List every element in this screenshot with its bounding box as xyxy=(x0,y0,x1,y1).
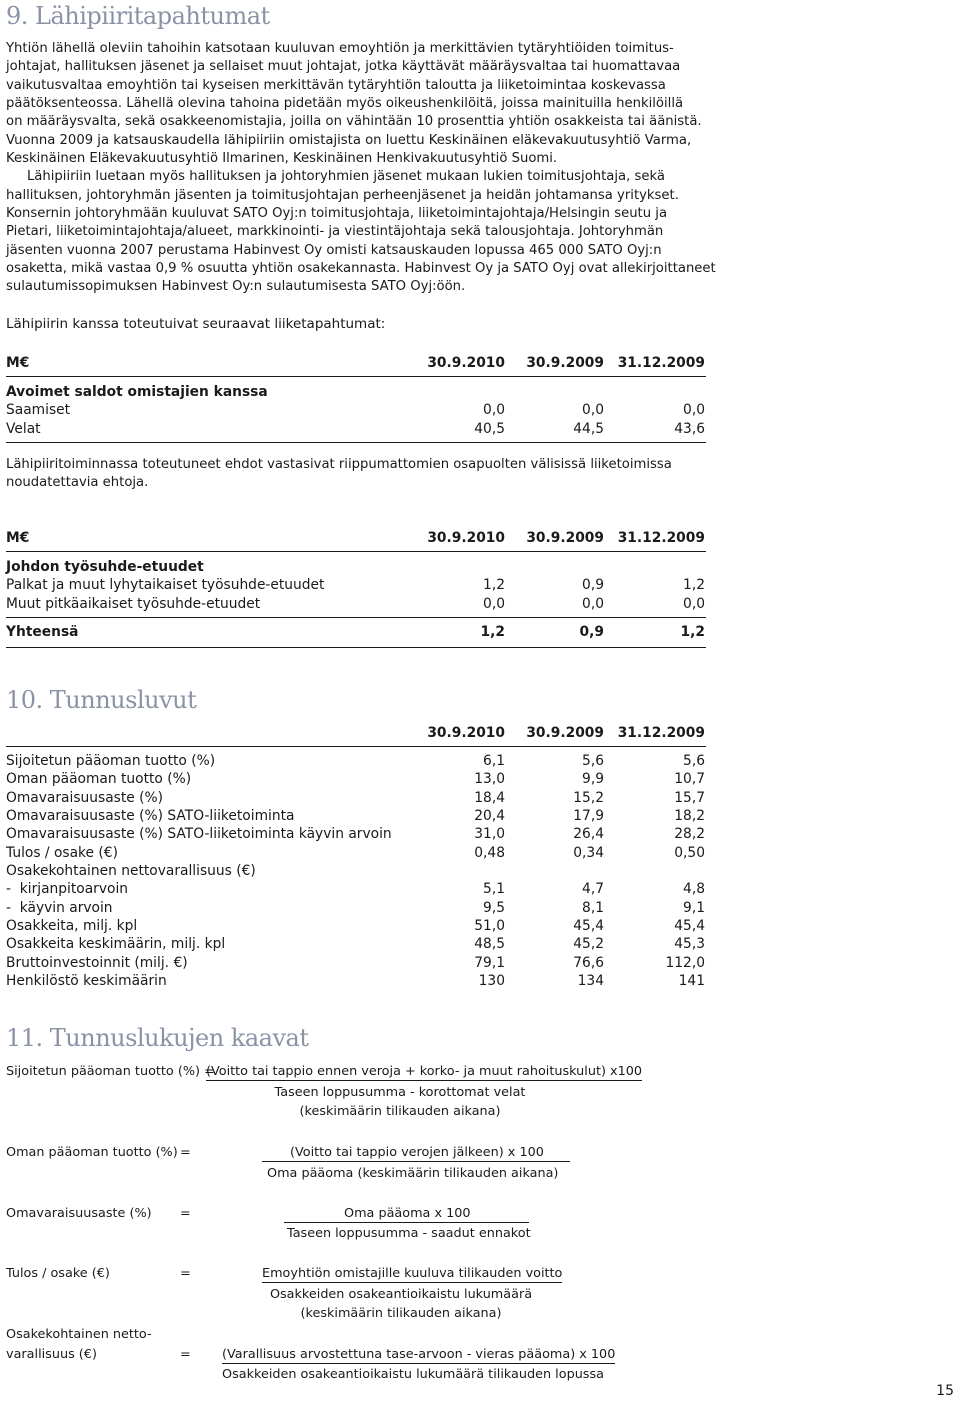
formula-denominator: Oma pääoma (keskimäärin tilikauden aikana) xyxy=(267,1166,559,1181)
table-row xyxy=(6,770,706,788)
row-label: Muut pitkäaikaiset työsuhde-etuudet xyxy=(6,595,261,612)
section-11-title: 11. Tunnuslukujen kaavat xyxy=(6,1024,309,1052)
table-cell: 18,2 xyxy=(674,808,705,825)
table-cell: 4,7 xyxy=(582,881,604,898)
table-cell: 10,7 xyxy=(674,771,705,788)
row-label: Osakkeita keskimäärin, milj. kpl xyxy=(6,936,226,953)
column-header: 30.9.2009 xyxy=(526,355,604,371)
table-cell: 5,6 xyxy=(582,753,604,769)
table-row xyxy=(6,899,706,917)
table-row xyxy=(6,880,706,898)
table-cell: 13,0 xyxy=(474,771,505,788)
section-10-title: 10. Tunnusluvut xyxy=(6,686,197,714)
table-row xyxy=(6,807,706,825)
row-label: Henkilöstö keskimäärin xyxy=(6,973,167,990)
table-row xyxy=(6,935,706,953)
total-label: Yhteensä xyxy=(6,624,79,640)
table-row xyxy=(6,954,706,972)
paragraph-line: Vuonna 2009 ja katsauskaudella lähipiiriin omistajista on luettu Keskinäinen eläkevakuutusyhtiö Varma, xyxy=(6,132,692,148)
row-label: Omavaraisuusaste (%) xyxy=(6,789,164,806)
table-cell: 4,8 xyxy=(683,881,705,898)
terms-note xyxy=(6,456,706,493)
paragraph-line: sulautumissopimuksen Habinvest Oy:n sulautumisesta SATO Oyj:öön. xyxy=(6,279,466,295)
row-label: Osakekohtainen nettovarallisuus (€) xyxy=(6,863,256,880)
table-rule xyxy=(6,746,706,747)
table-cell: 18,4 xyxy=(474,789,505,806)
row-label: Omavaraisuusaste (%) SATO-liiketoiminta xyxy=(6,808,295,825)
formula-numerator xyxy=(206,1064,642,1079)
table-cell: 0,48 xyxy=(474,844,505,861)
table-header-row xyxy=(6,724,706,742)
table-row xyxy=(6,844,706,862)
table-row xyxy=(6,825,706,843)
paragraph-line: Lähipiiriin luetaan myös hallituksen ja johtoryhmien jäsenet mukaan lukien toimitusjohtaja, sekä xyxy=(6,169,665,185)
key-figures-table xyxy=(6,724,706,742)
table-cell: 5,6 xyxy=(683,753,705,769)
column-header: 30.9.2010 xyxy=(427,530,505,546)
paragraph-line: Yhtiön lähellä oleviin tahoihin katsotaan kuuluvan emoyhtiön ja merkittävien tytäryhtiöiden toimitus- xyxy=(6,41,674,56)
table-cell: 1,2 xyxy=(683,577,705,594)
formula-equals: = xyxy=(180,1145,191,1160)
table-cell: 0,0 xyxy=(582,402,604,419)
formula-denominator-note: (keskimäärin tilikauden aikana) xyxy=(299,1104,501,1119)
paragraph-line: jäsenten vuonna 2007 perustama Habinvest Oy omisti katsauskauden lopussa 465 000 SATO Oyj:n xyxy=(6,242,662,258)
paragraph-line: hallituksen, johtoryhmän jäsenten ja toimitusjohtajan perheenjäsenet ja heidän johtamansa yritykset. xyxy=(6,187,679,203)
table-cell: 0,0 xyxy=(683,402,705,419)
formula-label: Tulos / osake (€) xyxy=(6,1266,110,1281)
table-cell: 45,3 xyxy=(674,936,705,953)
row-label: - kirjanpitoarvoin xyxy=(6,881,129,898)
formula-numerator-text: (Varallisuus arvostettuna tase-arvoon - vieras pääoma) x 100 xyxy=(222,1347,616,1362)
total-row xyxy=(6,623,706,641)
formula-numerator xyxy=(284,1206,529,1221)
table-cell: 26,4 xyxy=(573,826,604,843)
group-heading-row xyxy=(6,558,706,576)
formula-numerator-text: Emoyhtiön omistajille kuuluva tilikauden voitto xyxy=(262,1266,563,1281)
table-cell: 76,6 xyxy=(573,954,604,971)
table-row xyxy=(6,917,706,935)
table-rule xyxy=(6,647,706,648)
table-cell: 15,2 xyxy=(573,789,604,806)
table-cell: 0,9 xyxy=(579,624,604,640)
formula-numerator xyxy=(262,1266,562,1281)
table-rule xyxy=(6,551,706,552)
table-header-row xyxy=(6,529,706,547)
table-cell: 5,1 xyxy=(483,881,505,898)
formula-denominator: Osakkeiden osakeantioikaistu lukumäärä xyxy=(269,1287,533,1302)
table-cell: 17,9 xyxy=(573,808,604,825)
row-label: Velat xyxy=(6,420,41,437)
row-label: Sijoitetun pääoman tuotto (%) xyxy=(6,753,216,769)
paragraph-line: vaikutusvaltaa emoyhtiön tai kyseisen merkittävän tytäryhtiön taloutta ja liiketoimintaa koskevassa xyxy=(6,77,666,93)
formula-denominator: Taseen loppusumma - saadut ennakot xyxy=(287,1226,531,1241)
column-header: 31.12.2009 xyxy=(617,355,705,371)
table-cell: 28,2 xyxy=(674,826,705,843)
formula-label: Omavaraisuusaste (%) xyxy=(6,1206,152,1221)
group-heading: Johdon työsuhde-etuudet xyxy=(6,559,204,575)
unit-label: M€ xyxy=(6,355,30,371)
row-label: Palkat ja muut lyhytaikaiset työsuhde-etuudet xyxy=(6,577,325,594)
formula-denominator: Osakkeiden osakeantioikaistu lukumäärä tilikauden lopussa xyxy=(222,1367,604,1382)
table-cell: 15,7 xyxy=(674,789,705,806)
table-cell: 45,2 xyxy=(573,936,604,953)
table-row xyxy=(6,595,706,613)
table-row xyxy=(6,862,706,880)
row-label: Oman pääoman tuotto (%) xyxy=(6,771,192,788)
table-cell: 0,50 xyxy=(674,844,705,861)
formula-equals: = xyxy=(180,1266,191,1281)
table-cell: 51,0 xyxy=(474,918,505,935)
formula-numerator xyxy=(222,1347,615,1362)
table-cell: 9,9 xyxy=(582,771,604,788)
column-header: 31.12.2009 xyxy=(617,725,705,741)
formula-numerator-text: (Voitto tai tappio verojen jälkeen) x 100 xyxy=(262,1145,570,1162)
column-header: 30.9.2009 xyxy=(526,530,604,546)
table-cell: 45,4 xyxy=(674,918,705,935)
table-row xyxy=(6,420,706,438)
paragraph-line: Lähipiiritoiminnassa toteutuneet ehdot vastasivat riippumattomien osapuolten välisissä liiketoimissa xyxy=(6,457,672,472)
row-label: Bruttoinvestoinnit (milj. €) xyxy=(6,954,188,971)
page-number: 15 xyxy=(936,1383,954,1399)
row-label: - käyvin arvoin xyxy=(6,899,113,916)
section-9-title: 9. Lähipiiritapahtumat xyxy=(6,2,270,30)
column-header: 30.9.2009 xyxy=(526,725,604,741)
paragraph-line: on määräysvalta, sekä osakkeenomistajia, joilla on vähintään 10 prosenttia yhtiön osakkeista tai äänistä. xyxy=(6,114,702,130)
table-cell: 1,2 xyxy=(680,624,705,640)
table-cell: 141 xyxy=(678,973,705,990)
table-row xyxy=(6,576,706,594)
row-label: Omavaraisuusaste (%) SATO-liiketoiminta käyvin arvoin xyxy=(6,826,392,843)
table-row xyxy=(6,972,706,990)
table-cell: 134 xyxy=(577,973,604,990)
column-header: 30.9.2010 xyxy=(427,355,505,371)
formula-label: Sijoitetun pääoman tuotto (%) = xyxy=(6,1064,215,1079)
formula-equals: = xyxy=(180,1347,191,1362)
management-benefits-body xyxy=(6,558,706,613)
management-benefits-total xyxy=(6,623,706,641)
table-cell: 0,9 xyxy=(582,577,604,594)
column-header: 30.9.2010 xyxy=(427,725,505,741)
row-label: Tulos / osake (€) xyxy=(6,844,118,861)
table-cell: 0,34 xyxy=(573,844,604,861)
related-party-table-body xyxy=(6,383,706,438)
key-figures-body xyxy=(6,752,706,990)
row-label: Saamiset xyxy=(6,402,71,419)
table-header-row xyxy=(6,354,706,372)
paragraph-line: Keskinäinen Eläkevakuutusyhtiö Ilmarinen, Keskinäinen Henkivakuutusyhtiö Suomi. xyxy=(6,151,558,167)
paragraph-line: johtajat, hallituksen jäsenet ja sellaiset muut johtajat, jotka käyttävät määräysvaltaa tai huomattavaa xyxy=(6,59,681,75)
group-heading: Avoimet saldot omistajien kanssa xyxy=(6,384,268,400)
table-cell: 48,5 xyxy=(474,936,505,953)
formula-label: varallisuus (€) xyxy=(6,1347,97,1362)
table-cell: 9,1 xyxy=(683,899,705,916)
table-cell: 40,5 xyxy=(474,420,505,437)
unit-label: M€ xyxy=(6,530,30,546)
table-cell: 9,5 xyxy=(483,899,505,916)
table-row xyxy=(6,401,706,419)
formula-numerator-text: Oma pääoma x 100 xyxy=(284,1206,529,1223)
table-cell: 8,1 xyxy=(582,899,604,916)
table-cell: 1,2 xyxy=(480,624,505,640)
formula-numerator xyxy=(262,1145,570,1160)
table-cell: 0,0 xyxy=(683,595,705,612)
management-benefits-table xyxy=(6,529,706,547)
table-cell: 0,0 xyxy=(483,595,505,612)
table-cell: 0,0 xyxy=(483,402,505,419)
formula-numerator-text: (Voitto tai tappio ennen veroja + korko- ja muut rahoituskulut) x100 xyxy=(206,1064,643,1079)
section-9-paragraph xyxy=(6,40,716,297)
formula-equals: = xyxy=(180,1206,191,1221)
paragraph-line: Pietari, liiketoimintajohtaja/alueet, markkinointi- ja viestintäjohtaja sekä talousjohtaja. Johtoryhmän xyxy=(6,224,664,240)
paragraph-line: noudatettavia ehtoja. xyxy=(6,475,149,491)
related-party-table xyxy=(6,354,706,372)
column-header: 31.12.2009 xyxy=(617,530,705,546)
transactions-intro: Lähipiirin kanssa toteutuivat seuraavat liiketapahtumat: xyxy=(6,316,386,332)
formula-denominator-note: (keskimäärin tilikauden aikana) xyxy=(300,1306,502,1321)
table-cell: 43,6 xyxy=(674,420,705,437)
formula-label: Oman pääoman tuotto (%) xyxy=(6,1145,178,1160)
paragraph-line: osaketta, mikä vastaa 0,9 % osuutta yhtiön osakekannasta. Habinvest Oy ja SATO Oyj ovat allekirjoittaneet xyxy=(6,261,716,277)
table-rule xyxy=(6,442,706,443)
paragraph-line: Konsernin johtoryhmään kuuluvat SATO Oyj:n toimitusjohtaja, liiketoimintajohtaja/Helsingin seutu ja xyxy=(6,206,668,222)
table-cell: 20,4 xyxy=(474,808,505,825)
table-cell: 45,4 xyxy=(573,918,604,935)
table-cell: 0,0 xyxy=(582,595,604,612)
table-rule xyxy=(6,617,706,618)
formula-denominator: Taseen loppusumma - korottomat velat xyxy=(274,1085,526,1100)
table-cell: 79,1 xyxy=(474,954,505,971)
group-heading-row xyxy=(6,383,706,401)
table-cell: 31,0 xyxy=(474,826,505,843)
row-label: Osakkeita, milj. kpl xyxy=(6,918,138,935)
table-cell: 6,1 xyxy=(483,753,505,769)
table-cell: 130 xyxy=(478,973,505,990)
table-cell: 44,5 xyxy=(573,420,604,437)
table-rule xyxy=(6,376,706,377)
table-row xyxy=(6,789,706,807)
table-cell: 112,0 xyxy=(665,954,705,971)
paragraph-line: päätöksenteossa. Lähellä olevina tahoina pidetään myös oikeushenkilöitä, joissa mainituilla henkilöillä xyxy=(6,96,684,112)
formula-label: Osakekohtainen netto- xyxy=(6,1327,152,1342)
table-cell: 1,2 xyxy=(483,577,505,594)
table-row xyxy=(6,752,706,770)
